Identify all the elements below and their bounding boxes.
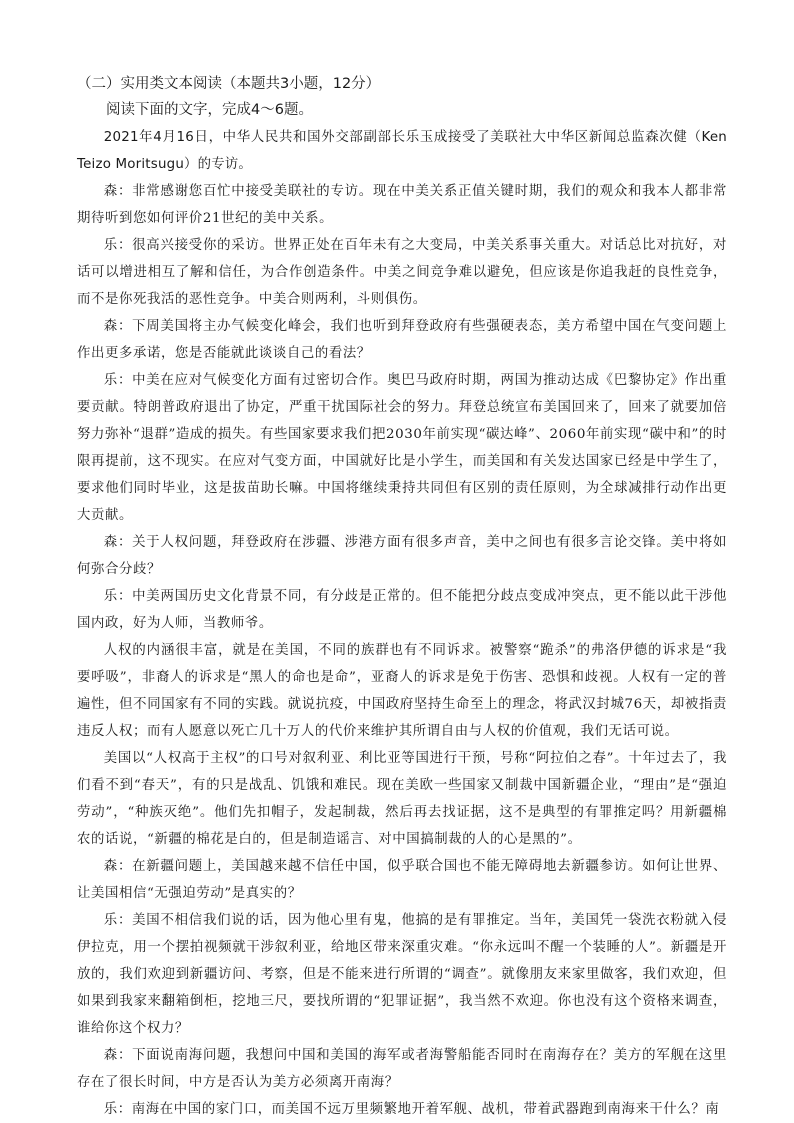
paragraph-answer-continued: 美国以“人权高于主权”的口号对叙利亚、利比亚等国进行干预，号称“阿拉伯之春”。十年过去了，我们看不到“春天”，有的只是战乱、饥饿和难民。现在美欧一些国家又制裁中国新疆企业，“理由”是“强迫劳动”，“种族灭绝”。他们先扣帽子，发起制裁，然后再去找证据，这不是典型的有罪推定吗？用新疆棉农的话说，“新疆的棉花是白的，但是制造谣言、对中国搞制裁的人的心是黑的”。 <box>77 751 727 847</box>
paragraph-answer: 乐：美国不相信我们说的话，因为他心里有鬼，他搞的是有罪推定。当年，美国凭一袋洗衣粉就入侵伊拉克，用一个摆拍视频就干涉叙利亚，给地区带来深重灾难。“你永远叫不醒一个装睡的人”。新疆是开放的，我们欢迎到新疆访问、考察，但是不能来进行所谓的“调查”。就像朋友来家里做客，我们欢迎，但如果到我家来翻箱倒柜，挖地三尺，要找所谓的“犯罪证据”，我当然不欢迎。你也没有这个资格来调查，谁给你这个权力？ <box>77 913 727 1036</box>
paragraph-answer: 乐：很高兴接受你的采访。世界正处在百年未有之大变局，中美关系事关重大。对话总比对抗好，对话可以增进相互了解和信任，为合作创造条件。中美之间竞争难以避免，但应该是你追我赶的良性竞争，而不是你死我活的恶性竞争。中美合则两利，斗则俱伤。 <box>77 238 727 307</box>
paragraph-answer-continued: 人权的内涵很丰富，就是在美国，不同的族群也有不同诉求。被警察“跪杀”的弗洛伊德的诉求是“我要呼吸”，非裔人的诉求是“黑人的命也是命”，亚裔人的诉求是免于伤害、恐惧和歧视。人权有一定的普遍性，但不同国家有不同的实践。就说抗疫，中国政府坚持生命至上的理念，将武汉封城76天，却被指责违反人权；而有人愿意以死亡几十万人的代价来维护其所谓自由与人权的价值观，我们无话可说。 <box>77 643 727 739</box>
paragraph-question: 森：在新疆问题上，美国越来越不信任中国，似乎联合国也不能无障碍地去新疆参访。如何让世界、让美国相信“无强迫劳动”是真实的？ <box>77 859 727 901</box>
section-heading: （二）实用类文本阅读（本题共3小题，12分） <box>77 76 381 92</box>
document-page <box>77 72 727 1123</box>
paragraph-question: 森：下面说南海问题，我想问中国和美国的海军或者海警船能否同时在南海存在？美方的军舰在这里存在了很长时间，中方是否认为美方必须离开南海？ <box>77 1048 727 1090</box>
paragraph-answer: 乐：中美在应对气候变化方面有过密切合作。奥巴马政府时期，两国为推动达成《巴黎协定》作出重要贡献。特朗普政府退出了协定，严重干扰国际社会的努力。拜登总统宣布美国回来了，回来了就要加倍努力弥补“退群”造成的损失。有些国家要求我们把2030年前实现“碳达峰”、2060年前实现“碳中和”的时限再提前，这不现实。在应对气变方面，中国就好比是小学生，而美国和有关发达国家已经是中学生了，要求他们同时毕业，这是拔苗助长嘛。中国将继续秉持共同但有区别的责任原则，为全球减排行动作出更大贡献。 <box>77 373 727 523</box>
paragraph-answer: 乐：中美两国历史文化背景不同，有分歧是正常的。但不能把分歧点变成冲突点，更不能以此干涉他国内政，好为人师，当教师爷。 <box>77 589 727 631</box>
paragraph-question: 森：关于人权问题，拜登政府在涉疆、涉港方面有很多声音，美中之间也有很多言论交锋。美中将如何弥合分歧？ <box>77 535 727 577</box>
paragraph-question: 森：下周美国将主办气候变化峰会，我们也听到拜登政府有些强硬表态，美方希望中国在气变问题上作出更多承诺，您是否能就此谈谈自己的看法？ <box>77 319 727 361</box>
paragraph-question: 森：非常感谢您百忙中接受美联社的专访。现在中美关系正值关键时期，我们的观众和我本人都非常期待听到您如何评价21世纪的美中关系。 <box>77 184 727 226</box>
paragraph-answer: 乐：南海在中国的家门口，而美国不远万里频繁地开着军舰、战机，带着武器跑到南海来干什么？南 <box>103 1102 720 1117</box>
paragraph-intro: 2021年4月16日，中华人民共和国外交部副部长乐玉成接受了美联社大中华区新闻总监森次健（Ken Teizo Moritsugu）的专访。 <box>77 130 727 172</box>
reading-instruction: 阅读下面的文字，完成4～6题。 <box>106 102 313 118</box>
